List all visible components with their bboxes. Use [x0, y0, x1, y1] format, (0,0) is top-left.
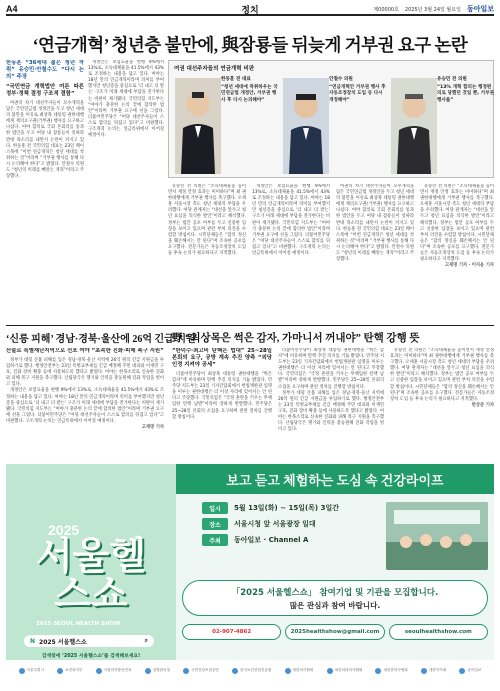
- article3-column-3: [390, 348, 494, 458]
- photo-box-title: 여권 대선주자들의 연금개혁 비판: [174, 66, 255, 72]
- candidate-quote: “청년 세대에 착취하우는 국민연금법 개정안, 거부권 행사 후 다시 논의해야”: [221, 85, 278, 103]
- article2-body: 정부가 대형 산불 피해를 입은 경남·경북·울산 지역에 26억 원의 긴급 지원금을 투입하기로 했다. 행정안전부는 23일 특별교부세를 긴급 배정해 주민 대피와 이재민 구호, 진화 장비 확충 등에 사용하도록 했다고 밝혔다. 여야는 한목소리로 신속한 진화와 피해 복구 지원을 촉구했다. 산림당국은 헬기와 인력을 총동원해 진화 작업을 벌이고 있다.: [6, 358, 164, 388]
- candidate-quote: “13% 개혁 합의는 행정편의로 당했던 것일 뿐, 거부권 행사를”: [437, 85, 494, 103]
- ad-event-info: [202, 502, 382, 550]
- ad-recruit-sub: 많은 관심과 참여 바랍니다.: [289, 601, 381, 610]
- ad-info-value: 5월 13일(화) ~ 15일(목) 3일간: [234, 504, 339, 512]
- article3-subhead: “한덕수·최고비 탄핵은 법대” 25~28일 본회의 요구, 공방 계속 추진 양측 “외당 인정 지켜야 공세”: [172, 348, 272, 368]
- article3-byline: 한상준 기자: [471, 402, 494, 408]
- ad-sponsor-strip: [6, 660, 494, 681]
- section-divider: [6, 325, 494, 326]
- ad-info-key: 일시: [202, 502, 228, 514]
- ad-search-hint: 검색창에 ‘2025 서울헬스쇼’를 검색해보세요!: [41, 654, 141, 659]
- ad-tagline: 보고 듣고 체험하는 도심 속 건강라이프: [226, 472, 444, 488]
- ad-search-pill[interactable]: [24, 635, 154, 647]
- candidate-name: 안철수 의원: [329, 77, 353, 82]
- issue-date: 2025년 3월 24일 월요일: [404, 6, 461, 13]
- sponsor-logo: 대한치과의사협회: [327, 668, 363, 674]
- portrait-photo: [175, 78, 221, 174]
- ad-recruit-title: 「2025 서울헬스쇼」 참여기업 및 기관을 모집합니다.: [231, 588, 439, 598]
- ad-info-key: 주최: [202, 534, 228, 546]
- article1-column-6: [420, 184, 494, 324]
- ad-brand-title: 서울헬스쇼: [35, 536, 147, 616]
- article3-body-1: 더불어민주당이 최상목 대통령 권한대행을 “썩은 감자”에 비유하며 탄핵 추진 의지를 거듭 밝혔다. 민주당 지도부는 23일 기자간담회에서 헌법재판관 임명을 미루는 권한대행은 더 이상 자리에 있어서는 안 된다고 주장했다. 국민의힘은 “국정 혼란을 키우는 무책임한 탄핵 남발”이라며 강하게 반발했다. 민주당은 25~28일 본회의 소집을 요구하며 관련 절차를 진행할 방침이다.: [172, 372, 272, 420]
- article1-body-6: 유승민 전 의원은 “소득대체율을 높이면서 재정 안정 효과는 미미하다”며 최 권한대행에게 거부권 행사를 촉구했다. 오세훈 서울시장 측도 청년 세대의 부담을 우려했다. 여당 관계자는 “대선을 앞두고 청년 표심을 의식한 발언”이라고 해석했다. 정부는 법안 공포 여부를 두고 신중한 입장을 보이고 있으며 관련 부처 의견을 수렴할 방침이다. 시민단체들은 “합의 정신을 훼손해서는 안 된다”며 조속한 공포를 요구했다. 전문가들은 자동조정장치 도입 등 후속 논의가 필요하다고 지적했다.: [420, 184, 494, 263]
- ad-top-banner: [176, 464, 494, 494]
- section-label: 정치: [241, 4, 259, 15]
- article1-subhead-blue: 한동훈 “36세대 젊은 청년 착취” 유승민·안철수도 “다시 논의” 주장: [6, 60, 84, 80]
- article1-subhead: “국민연금 개혁법안 여론 따른 정부·정책 결정 구조적 결함”: [6, 84, 84, 97]
- ad-contacts: [182, 624, 488, 640]
- article1-body-1: 여권의 차기 대선주자들이 모수개혁을 담은 국민연금법 개정안을 두고 청년 세대의 불만을 이유로 최상목 대통령 권한대행에게 재의요구권(거부권) 행사를 요구하고 나섰다. 여야 합의로 국회 본회의를 통과한 법안을 두고 여당 내 잠룡들이 잇따라 반대 목소리를 내면서 논란이 커지고 있다. 한동훈 전 국민의힘 대표는 23일 페이스북에 “이번 연금개혁은 청년 세대를 착취하는 것”이라며 “거부권 행사를 통해 다시 논의해야 한다”고 밝혔다. 안철수 의원도 “청년의 미래를 빼앗는 개혁”이라고 주장했다.: [6, 101, 84, 180]
- sponsor-logo: 대한의사협회: [285, 668, 314, 674]
- article3-column-2: [278, 348, 384, 458]
- ad-info-value: 동아일보 · Channel A: [234, 536, 309, 544]
- article3-column-1: [172, 348, 272, 458]
- page-number: A4: [6, 4, 18, 14]
- article2-body-block: [6, 348, 164, 458]
- article1-body-4: 개정안은 보험료율을 현행 9%에서 13%로, 소득대체율을 41.5%에서 43%로 조정하는 내용을 담고 있다. 여야는 18년 만의 연금개혁이라며 의미를 부여했지만 청년층을 중심으로 ‘더 내고 더 받는’ 구조가 미래 세대에 부담을 전가한다는 비판이 제기됐다. 국민의힘 지도부는 “여야가 충분한 논의 끝에 합의한 법안”이라며 거부권 요구에 선을 그었다. 더불어민주당은 “여당 대선주자들이 스스로 합의를 뒤집고 있다”고 비판했다. 구조개혁 논의는 연금특위에서 이어질 예정이다.: [252, 184, 330, 257]
- candidate-card: [279, 74, 387, 178]
- portrait-photo: [283, 78, 329, 174]
- sponsor-logo: 보건복지부: [57, 668, 82, 674]
- article2-byline: 고재명 기자: [141, 425, 164, 431]
- sponsor-logo: 동아일보: [459, 668, 481, 674]
- sponsor-logo: 한국보건산업진흥원: [232, 668, 271, 674]
- ad-year: 2025: [48, 522, 80, 538]
- ad-info-row: [202, 518, 382, 530]
- issue-number: 제00000호: [373, 6, 399, 13]
- article1-body-2: 개정안은 보험료율을 현행 9%에서 13%로, 소득대체율을 41.5%에서 43%로 조정하는 내용을 담고 있다. 여야는 18년 만의 연금개혁이라며 의미를 부여했지만 청년층을 중심으로 ‘더 내고 더 받는’ 구조가 미래 세대에 부담을 전가한다는 비판이 제기됐다. 국민의힘 지도부는 “여야가 충분한 논의 끝에 합의한 법안”이라며 거부권 요구에 선을 그었다. 더불어민주당은 “여당 대선주자들이 스스로 합의를 뒤집고 있다”고 비판했다. 구조개혁 논의는 연금특위에서 이어질 예정이다.: [88, 60, 164, 139]
- article1-column-5: [336, 184, 414, 320]
- sponsor-logo: 서울특별시: [19, 668, 44, 674]
- naver-logo-icon: N: [30, 637, 36, 645]
- article3-body-3: 유승민 전 의원은 “소득대체율을 높이면서 재정 안정 효과는 미미하다”며 최 권한대행에게 거부권 행사를 촉구했다. 오세훈 서울시장 측도 청년 세대의 부담을 우려했다. 여당 관계자는 “대선을 앞두고 청년 표심을 의식한 발언”이라고 해석했다. 정부는 법안 공포 여부를 두고 신중한 입장을 보이고 있으며 관련 부처 의견을 수렴할 방침이다. 시민단체들은 “합의 정신을 훼손해서는 안 된다”며 조속한 공포를 요구했다. 전문가들은 자동조정장치 도입 등 후속 논의가 필요하다고 지적했다.: [390, 348, 494, 402]
- ad-brand-panel: [6, 464, 176, 681]
- candidates-photo-box: [168, 60, 494, 178]
- ad-info-value: 서울시청 앞 서울광장 일대: [234, 520, 316, 528]
- article3-headline: 野 “최상목은 썩은 감자, 가마니서 꺼내야” 탄핵 강행 뜻: [172, 333, 420, 344]
- candidate-name: 유승민 전 의원: [437, 77, 467, 82]
- ad-pill-text: 2025 서울헬스쇼: [39, 638, 87, 646]
- sponsor-logo: 국민건강보험공단: [183, 668, 219, 674]
- portrait-photo: [391, 78, 437, 174]
- ad-info-row: [202, 534, 382, 546]
- article1-column-4: [252, 184, 330, 320]
- article3-body-2: 더불어민주당이 최상목 대통령 권한대행을 “썩은 감자”에 비유하며 탄핵 추진 의지를 거듭 밝혔다. 민주당 지도부는 23일 기자간담회에서 헌법재판관 임명을 미루는 권한대행은 더 이상 자리에 있어서는 안 된다고 주장했다. 국민의힘은 “국정 혼란을 키우는 무책임한 탄핵 남발”이라며 강하게 반발했다. 민주당은 25~28일 본회의 소집을 요구하며 관련 절차를 진행할 방침이다.: [278, 348, 384, 390]
- article1-byline: 고재명 기자 · 이지윤 기자: [444, 263, 494, 269]
- ad-english-title: 2025 SEOUL HEALTH SHOW: [36, 621, 121, 627]
- health-show-ad[interactable]: [6, 464, 494, 681]
- candidate-card: [171, 74, 279, 178]
- sponsor-logo: 질병관리청: [145, 668, 170, 674]
- ad-email[interactable]: 2025healthshow@gmail.com: [285, 624, 384, 640]
- article3-body-2b: 정부가 대형 산불 피해를 입은 경남·경북·울산 지역에 26억 원의 긴급 지원금을 투입하기로 했다. 행정안전부는 23일 특별교부세를 긴급 배정해 주민 대피와 이재민 구호, 진화 장비 확충 등에 사용하도록 했다고 밝혔다. 여야는 한목소리로 신속한 진화와 피해 복구 지원을 촉구했다. 산림당국은 헬기와 인력을 총동원해 진화 작업을 벌이고 있다.: [278, 390, 384, 433]
- page-header: [6, 4, 494, 16]
- article1-body-5: 여권의 차기 대선주자들이 모수개혁을 담은 국민연금법 개정안을 두고 청년 세대의 불만을 이유로 최상목 대통령 권한대행에게 재의요구권(거부권) 행사를 요구하고 나섰다. 여야 합의로 국회 본회의를 통과한 법안을 두고 여당 내 잠룡들이 잇따라 반대 목소리를 내면서 논란이 커지고 있다. 한동훈 전 국민의힘 대표는 23일 페이스북에 “이번 연금개혁은 청년 세대를 착취하는 것”이라며 “거부권 행사를 통해 다시 논의해야 한다”고 밝혔다. 안철수 의원도 “청년의 미래를 빼앗는 개혁”이라고 주장했다.: [336, 184, 414, 263]
- ad-phone[interactable]: 02-907-4862: [182, 624, 281, 640]
- ad-recruit-banner: [182, 580, 488, 616]
- ad-info-key: 장소: [202, 518, 228, 530]
- article2-body-cont: 개정안은 보험료율을 현행 9%에서 13%로, 소득대체율을 41.5%에서 43%로 조정하는 내용을 담고 있다. 여야는 18년 만의 연금개혁이라며 의미를 부여했지만 청년층을 중심으로 ‘더 내고 더 받는’ 구조가 미래 세대에 부담을 전가한다는 비판이 제기됐다. 국민의힘 지도부는 “여야가 충분한 논의 끝에 합의한 법안”이라며 거부권 요구에 선을 그었다. 더불어민주당은 “여당 대선주자들이 스스로 합의를 뒤집고 있다”고 비판했다. 구조개혁 논의는 연금특위에서 이어질 예정이다.: [6, 388, 164, 424]
- sponsor-logo: 대한약사회: [421, 668, 446, 674]
- article1-body-3: 유승민 전 의원은 “소득대체율을 높이면서 재정 안정 효과는 미미하다”며 최 권한대행에게 거부권 행사를 촉구했다. 오세훈 서울시장 측도 청년 세대의 부담을 우려했다. 여당 관계자는 “대선을 앞두고 청년 표심을 의식한 발언”이라고 해석했다. 정부는 법안 공포 여부를 두고 신중한 입장을 보이고 있으며 관련 부처 의견을 수렴할 방침이다. 시민단체들은 “합의 정신을 훼손해서는 안 된다”며 조속한 공포를 요구했다. 전문가들은 자동조정장치 도입 등 후속 논의가 필요하다고 지적했다.: [168, 184, 246, 257]
- article2-headline: ‘신릉 피해’ 경남·경북·울산에 26억 긴급 지원: [6, 334, 196, 345]
- ad-website[interactable]: seoulhealthshow.com: [389, 624, 488, 640]
- candidate-quote: “연금개혁안 거부권 행사 후 자동조정장치 도입 등 다시 개정해야”: [329, 85, 386, 103]
- search-icon: ⌕: [144, 637, 148, 644]
- article2-subhead: 산불로 특별재난지역으로 선포 여야 “초속한 진화·피해 복구 지원”: [6, 348, 164, 354]
- issue-meta: [373, 4, 494, 14]
- article1-column-3: [168, 184, 246, 320]
- paper-logo: 동아일보: [466, 5, 494, 13]
- candidate-card: [387, 74, 495, 178]
- ad-info-row: [202, 502, 382, 514]
- sponsor-logo: 식품의약품안전처: [96, 668, 132, 674]
- candidate-name: 한동훈 전 대표: [221, 77, 251, 82]
- event-photo: [386, 502, 488, 570]
- sponsor-logo: 대한한의사협회: [375, 668, 407, 674]
- main-headline: ‘연금개혁’ 청년층 불만에, 與잠룡들 뒤늦게 거부권 요구 논란: [32, 35, 468, 55]
